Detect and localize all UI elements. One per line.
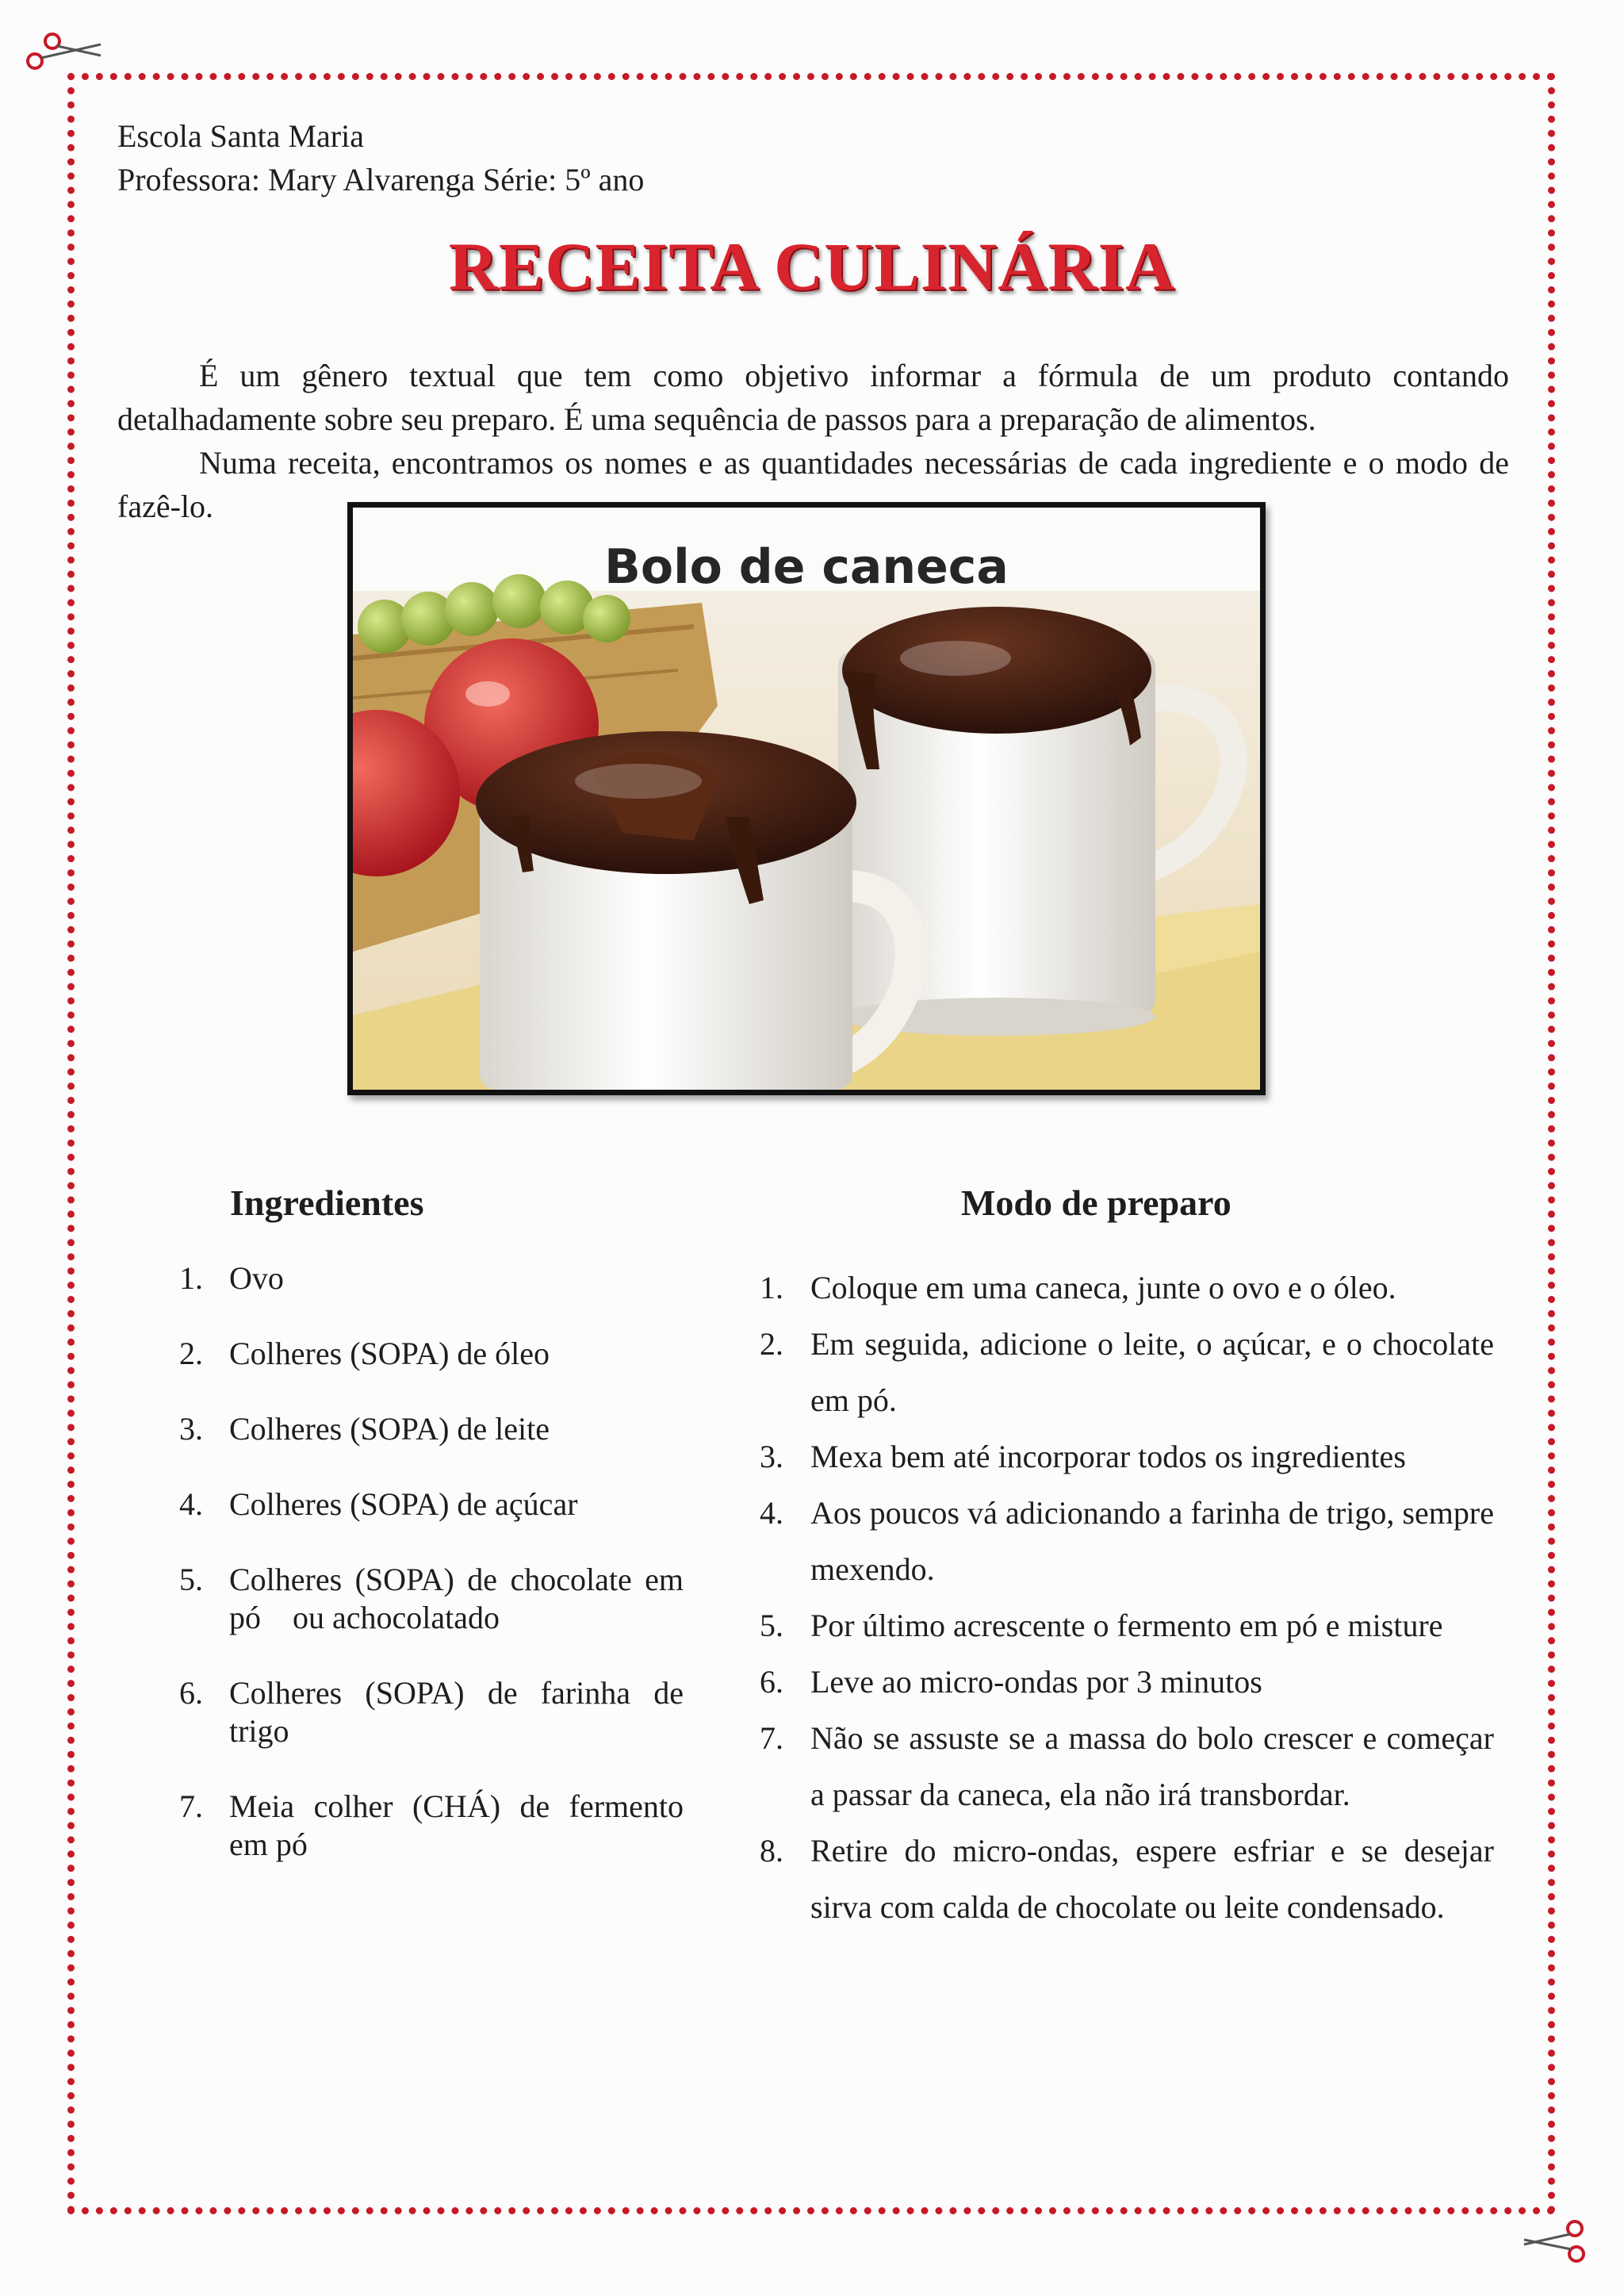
item-text: Colheres (SOPA) de óleo bbox=[229, 1336, 550, 1371]
list-item bbox=[760, 1259, 1494, 1316]
item-number: 6. bbox=[179, 1675, 203, 1711]
scissors-icon bbox=[1521, 2213, 1608, 2268]
list-item bbox=[179, 1259, 684, 1297]
step-text: Retire do micro-ondas, espere esfriar e se desejar sirva com calda de chocolate ou leite condensado. bbox=[810, 1833, 1494, 1925]
item-number: 7. bbox=[179, 1788, 203, 1824]
step-number: 8. bbox=[760, 1833, 783, 1869]
page-title: RECEITA CULINÁRIA bbox=[448, 228, 1176, 305]
item-text: Meia colher (CHÁ) de fermento em pó bbox=[229, 1788, 684, 1862]
page-title-container bbox=[0, 227, 1624, 306]
step-number: 6. bbox=[760, 1664, 783, 1700]
list-item bbox=[760, 1316, 1494, 1428]
list-item bbox=[179, 1788, 684, 1864]
step-number: 1. bbox=[760, 1270, 783, 1305]
item-number: 5. bbox=[179, 1562, 203, 1597]
step-number: 4. bbox=[760, 1495, 783, 1531]
list-item bbox=[179, 1485, 684, 1524]
list-item bbox=[179, 1674, 684, 1750]
step-text: Em seguida, adicione o leite, o açúcar, e o chocolate em pó. bbox=[810, 1326, 1494, 1418]
item-text: Colheres (SOPA) de leite bbox=[229, 1411, 550, 1447]
step-text: Por último acrescente o fermento em pó e misture bbox=[810, 1608, 1443, 1643]
item-number: 4. bbox=[179, 1486, 203, 1522]
step-text: Mexa bem até incorporar todos os ingredientes bbox=[810, 1439, 1406, 1474]
mug-cake-photo bbox=[347, 502, 1266, 1095]
preparation-steps-list bbox=[760, 1259, 1494, 1935]
ingredients-list bbox=[179, 1259, 691, 1901]
item-number: 3. bbox=[179, 1411, 203, 1447]
step-number: 2. bbox=[760, 1326, 783, 1362]
item-text: Colheres (SOPA) de açúcar bbox=[229, 1486, 578, 1522]
step-text: Aos poucos vá adicionando a farinha de trigo, sempre mexendo. bbox=[810, 1495, 1494, 1587]
step-text: Leve ao micro-ondas por 3 minutos bbox=[810, 1664, 1262, 1700]
mug-cake-illustration bbox=[353, 508, 1260, 1090]
list-item bbox=[179, 1410, 684, 1448]
step-text: Não se assuste se a massa do bolo crescer e começar a passar da caneca, ela não irá transbordar. bbox=[810, 1720, 1494, 1812]
list-item bbox=[760, 1823, 1494, 1935]
intro-paragraph-2: Numa receita, encontramos os nomes e as quantidades necessárias de cada ingrediente e o modo de fazê-lo. bbox=[117, 445, 1509, 524]
list-item bbox=[760, 1428, 1494, 1485]
photo-caption: Bolo de caneca bbox=[604, 539, 1009, 595]
item-number: 1. bbox=[179, 1260, 203, 1296]
school-name: Escola Santa Maria bbox=[117, 118, 364, 154]
item-number: 2. bbox=[179, 1336, 203, 1371]
step-number: 7. bbox=[760, 1720, 783, 1756]
intro-paragraph-1: É um gênero textual que tem como objetivo informar a fórmula de um produto contando detalhadamente sobre seu preparo. É uma sequência de passos para a preparação de alimentos. bbox=[117, 358, 1509, 437]
step-number: 3. bbox=[760, 1439, 783, 1474]
list-item bbox=[760, 1654, 1494, 1710]
scissors-icon bbox=[17, 27, 105, 75]
item-text: Ovo bbox=[229, 1260, 284, 1296]
list-item bbox=[760, 1485, 1494, 1597]
list-item bbox=[179, 1335, 684, 1373]
ingredients-heading: Ingredientes bbox=[230, 1182, 424, 1223]
step-number: 5. bbox=[760, 1608, 783, 1643]
list-item bbox=[760, 1597, 1494, 1654]
list-item bbox=[760, 1710, 1494, 1823]
item-text: Colheres (SOPA) de farinha de trigo bbox=[229, 1675, 684, 1749]
preparation-heading: Modo de preparo bbox=[961, 1182, 1231, 1223]
step-text: Coloque em uma caneca, junte o ovo e o óleo. bbox=[810, 1270, 1396, 1305]
list-item bbox=[179, 1561, 691, 1637]
item-text: Colheres (SOPA) de chocolate em pó ou achocolatado bbox=[229, 1562, 691, 1635]
teacher-grade-line: Professora: Mary Alvarenga Série: 5º ano bbox=[117, 162, 645, 197]
